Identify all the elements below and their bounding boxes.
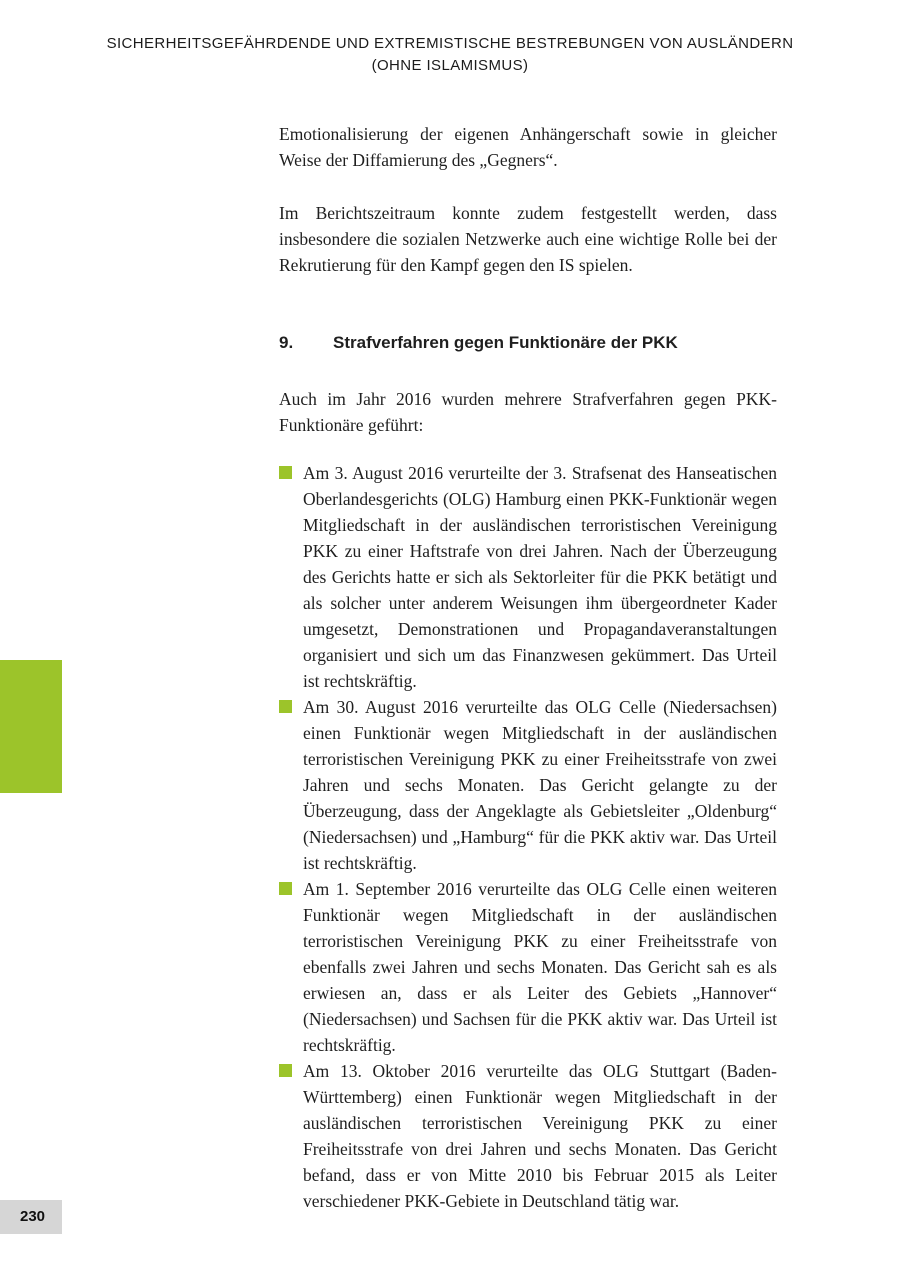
running-header xyxy=(0,33,900,77)
bullet-square-icon xyxy=(279,1064,292,1077)
list-item xyxy=(279,1058,777,1214)
list-item xyxy=(279,694,777,876)
bullet-square-icon xyxy=(279,700,292,713)
list-item xyxy=(279,460,777,694)
bullet-square-icon xyxy=(279,882,292,895)
running-header-line2: (OHNE ISLAMISMUS) xyxy=(371,57,529,74)
intro-paragraph: Auch im Jahr 2016 wurden mehrere Strafverfahren gegen PKK-Funktionäre geführt: xyxy=(279,389,777,435)
list-item-text: Am 30. August 2016 verurteilte das OLG Celle (Niedersachsen) einen Funktionär wegen Mitgliedschaft in der ausländischen terroristischen Vereinigung PKK zu einer Freiheitsstrafe von zwei Jahren und sechs Monaten. Das Gericht gelangte zu der Überzeugung, dass der Angeklagte als Gebietsleiter „Oldenburg“ (Niedersachsen) und „Hamburg“ für die PKK aktiv war. Das Urteil ist rechtskräftig. xyxy=(303,697,777,873)
running-header-line1: SICHERHEITSGEFÄHRDENDE UND EXTREMISTISCHE BESTREBUNGEN VON AUSLÄNDERN xyxy=(106,35,794,52)
paragraph-emotionalisierung: Emotionalisierung der eigenen Anhängerschaft sowie in gleicher Weise der Diffamierung des „Gegners“. xyxy=(279,124,777,170)
page-number: 230 xyxy=(0,1200,62,1234)
content-column xyxy=(279,121,777,1214)
paragraph-berichtszeitraum: Im Berichtszeitraum konnte zudem festgestellt werden, dass insbesondere die sozialen Netzwerke auch eine wichtige Rolle bei der Rekrutierung für den Kampf gegen den IS spielen. xyxy=(279,203,777,275)
list-item xyxy=(279,876,777,1058)
chapter-side-tab xyxy=(0,660,62,793)
bullet-square-icon xyxy=(279,466,292,479)
section-number: 9. xyxy=(279,333,294,352)
judgment-list xyxy=(279,460,777,1214)
section-heading xyxy=(279,330,777,356)
list-item-text: Am 3. August 2016 verurteilte der 3. Strafsenat des Hanseatischen Oberlandesgerichts (OLG) Hamburg einen PKK-Funktionär wegen Mitgliedschaft in der ausländischen terroristischen Vereinigung PKK zu einer Haftstrafe von drei Jahren. Nach der Überzeugung des Gerichts hatte er sich als Sektorleiter für die PKK betätigt und als solcher unter anderem Weisungen ihm übergeordneter Kader umgesetzt, Demonstrationen und Propagandaveranstaltungen organisiert und sich um das Finanzwesen gekümmert. Das Urteil ist rechtskräftig. xyxy=(303,463,777,691)
section-title: Strafverfahren gegen Funktionäre der PKK xyxy=(333,333,678,352)
list-item-text: Am 13. Oktober 2016 verurteilte das OLG Stuttgart (Baden-Württemberg) einen Funktionär wegen Mitgliedschaft in der ausländischen terroristischen Vereinigung PKK zu einer Freiheitsstrafe von drei Jahren und sechs Monaten. Das Gericht befand, dass er von Mitte 2010 bis Februar 2015 als Leiter verschiedener PKK-Gebiete in Deutschland tätig war. xyxy=(303,1061,777,1211)
list-item-text: Am 1. September 2016 verurteilte das OLG Celle einen weiteren Funktionär wegen Mitgliedschaft in der ausländischen terroristischen Vereinigung PKK zu einer Freiheitsstrafe von ebenfalls zwei Jahren und sechs Monaten. Das Gericht sah es als erwiesen an, dass er als Leiter des Gebiets „Hannover“ (Niedersachsen) und Sachsen für die PKK aktiv war. Das Urteil ist rechtskräftig. xyxy=(303,879,777,1055)
